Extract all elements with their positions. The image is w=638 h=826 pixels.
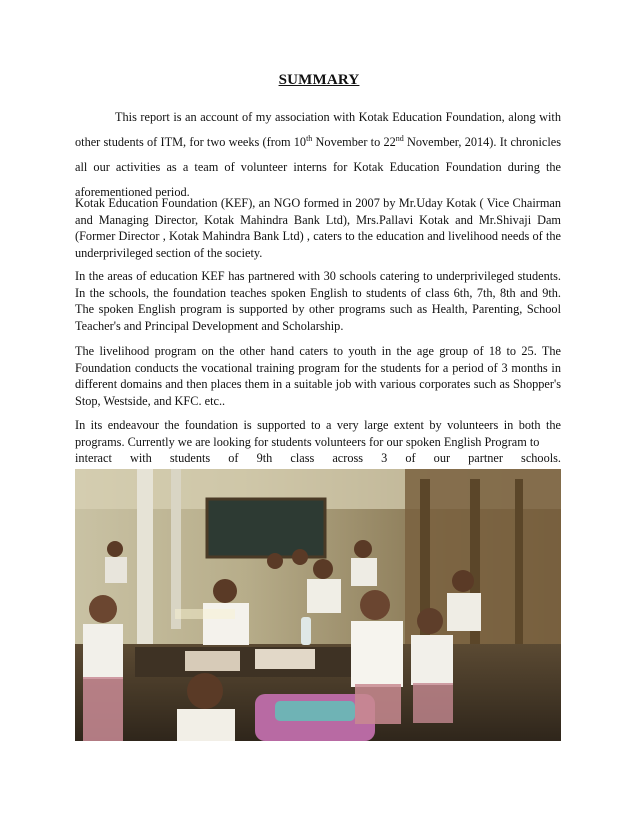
volunteers-paragraph (75, 417, 561, 467)
intro-text-a: This report is an account of my association with Kotak Education Foundation, along with other students of ITM, for two weeks (from 10 (75, 110, 561, 149)
ordinal-sup-th: th (306, 134, 313, 143)
intro-paragraph (75, 105, 561, 205)
volunteers-text-b: interact with students of 9th class across 3 of our partner schools. (75, 451, 561, 465)
intro-text-c: November, 2014). It chronicles all our activities as a team of volunteer interns for Kotak Education Foundation during the aforementioned period. (75, 135, 561, 199)
page-title: SUMMARY (278, 72, 360, 88)
education-paragraph: In the areas of education KEF has partnered with 30 schools catering to underprivileged students. In the schools, the foundation teaches spoken English to students of class 6th, 7th, 8th and 9th. The spoken English program is supported by other programs such as Health, Parenting, School Teacher's and Principal Development and Scholarship. (75, 269, 561, 333)
intro-text-b: November to 22 (312, 135, 396, 149)
classroom-photo (75, 469, 561, 741)
blackboard (207, 499, 325, 557)
kef-about-paragraph: Kotak Education Foundation (KEF), an NGO formed in 2007 by Mr.Uday Kotak ( Vice Chairman and Managing Director, Kotak Mahindra Bank Ltd), Mrs.Pallavi Kotak and Mr.Shivaji Dam (Former Director , Kotak Mahindra Bank Ltd) , caters to the education and livelihood needs of the underprivileged section of the society. (75, 196, 561, 260)
volunteers-text-a: In its endeavour the foundation is supported to a very large extent by volunteers in both the programs. Currently we are looking for students volunteers for our spoken English Program to (75, 418, 561, 449)
water-bottle (301, 617, 311, 645)
classroom-photo-illustration (75, 469, 561, 741)
livelihood-paragraph: The livelihood program on the other hand caters to youth in the age group of 18 to 25. The Foundation conducts the vocational training program for the students for a period of 3 months in different domains and then places them in a suitable job with various corporates such as Shopper's Stop, Westside, and KFC. etc.. (75, 344, 561, 408)
ordinal-sup-nd: nd (395, 134, 404, 143)
